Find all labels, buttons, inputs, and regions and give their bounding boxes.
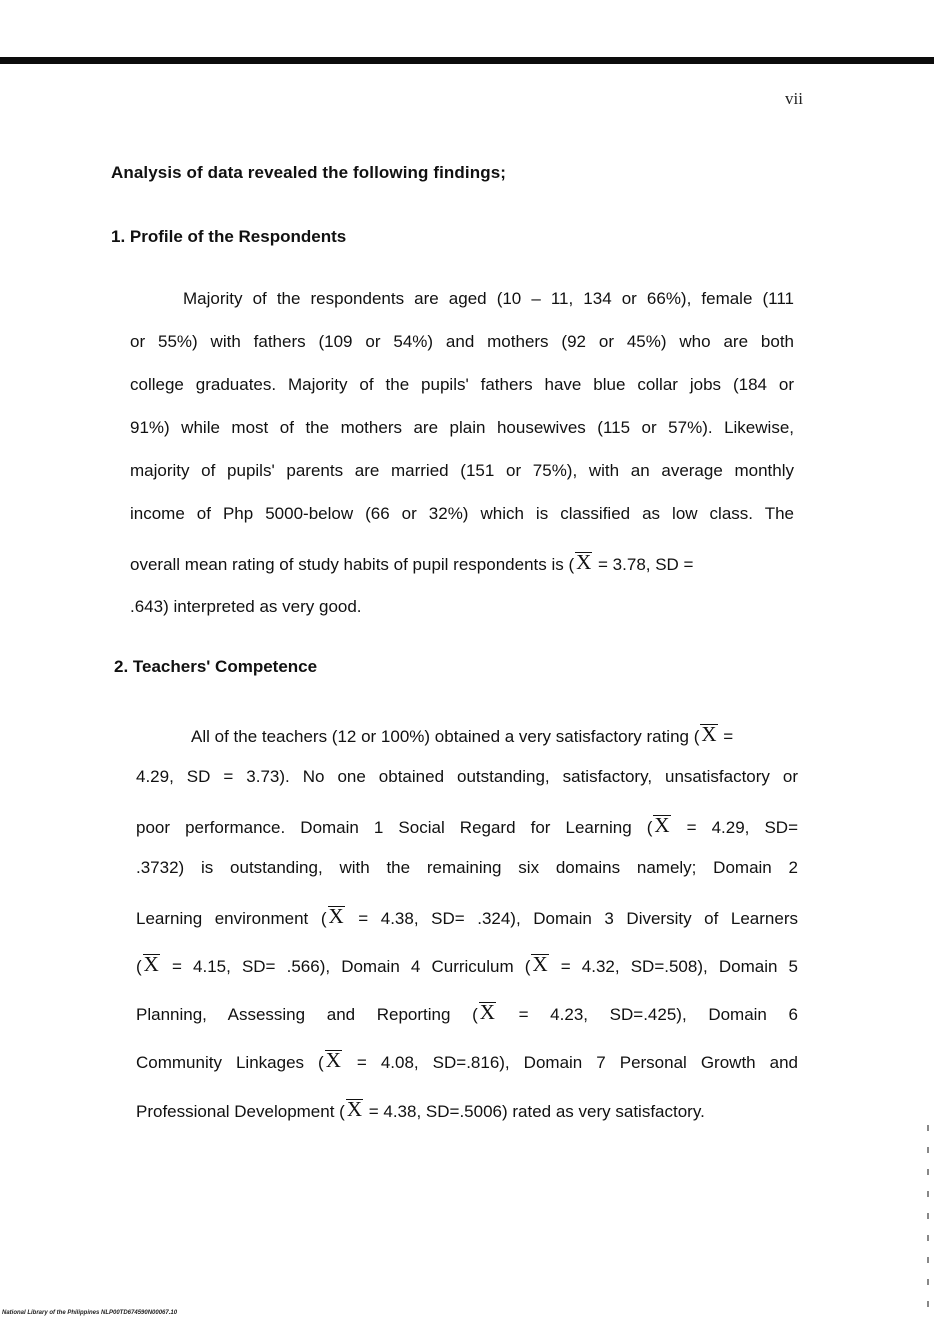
paragraph-line: [136, 1002, 798, 1025]
footer-note: National Library of the Philippines NLP00TD674590N00067.10: [2, 1310, 178, 1316]
paragraph-line: college graduates. Majority of the pupils' fathers have blue collar jobs (184 or: [130, 375, 794, 394]
text-segment: = 4.23, SD=.425), Domain 6: [496, 1005, 798, 1024]
mean-symbol: X: [479, 1000, 495, 1024]
text-segment: Planning, Assessing and Reporting (: [136, 1005, 478, 1024]
text-segment: = 3.78, SD =: [593, 555, 694, 574]
mean-symbol: X: [346, 1097, 362, 1121]
paragraph-line: 4.29, SD = 3.73). No one obtained outstanding, satisfactory, unsatisfactory or: [136, 767, 798, 786]
text-segment: = 4.38, SD=.5006) rated as very satisfactory.: [364, 1102, 705, 1121]
paragraph-line: 91%) while most of the mothers are plain housewives (115 or 57%). Likewise,: [130, 418, 794, 437]
text-segment: Learning environment (: [136, 909, 327, 928]
text-segment: Professional Development (: [136, 1102, 345, 1121]
mean-symbol: X: [701, 722, 717, 746]
text-segment: All of the teachers (12 or 100%) obtained a very satisfactory rating (: [191, 727, 700, 746]
page-number: vii: [785, 89, 803, 108]
section-title-profile: 1. Profile of the Respondents: [111, 227, 347, 246]
mean-symbol: X: [143, 952, 159, 976]
paragraph-line: [136, 1099, 705, 1122]
text-segment: (: [136, 957, 142, 976]
paragraph-line: [130, 552, 794, 575]
scan-edge-mark: [927, 1125, 929, 1315]
paragraph-line: majority of pupils' parents are married (151 or 75%), with an average monthly: [130, 461, 794, 480]
paragraph-line: [136, 1050, 798, 1073]
text-segment: poor performance. Domain 1 Social Regard for Learning (: [136, 818, 653, 837]
mean-symbol: X: [328, 904, 344, 928]
text-segment: = 4.29, SD=: [671, 818, 798, 837]
text-segment: = 4.15, SD= .566), Domain 4 Curriculum (: [160, 957, 531, 976]
mean-symbol: X: [654, 813, 670, 837]
paragraph-line: [136, 906, 798, 929]
mean-symbol: X: [576, 550, 592, 574]
text-segment: = 4.08, SD=.816), Domain 7 Personal Growth and: [342, 1053, 798, 1072]
findings-heading: Analysis of data revealed the following findings;: [111, 163, 507, 182]
mean-symbol: X: [532, 952, 548, 976]
paragraph-line: income of Php 5000-below (66 or 32%) which is classified as low class. The: [130, 504, 794, 523]
paragraph-line: [136, 815, 798, 838]
text-segment: overall mean rating of study habits of pupil respondents is (: [130, 555, 575, 574]
paragraph-line: [136, 954, 798, 977]
paragraph-line: .643) interpreted as very good.: [130, 597, 362, 616]
section-title-competence: 2. Teachers' Competence: [114, 657, 318, 676]
paragraph-line: Majority of the respondents are aged (10 – 11, 134 or 66%), female (111: [183, 289, 794, 308]
top-rule: [0, 57, 934, 64]
text-segment: = 4.32, SD=.508), Domain 5: [549, 957, 798, 976]
text-segment: = 4.38, SD= .324), Domain 3 Diversity of Learners: [345, 909, 798, 928]
paragraph-line: [191, 724, 733, 747]
paragraph-line: .3732) is outstanding, with the remaining six domains namely; Domain 2: [136, 858, 798, 877]
paragraph-line: or 55%) with fathers (109 or 54%) and mothers (92 or 45%) who are both: [130, 332, 794, 351]
text-segment: =: [718, 727, 734, 746]
text-segment: Community Linkages (: [136, 1053, 324, 1072]
mean-symbol: X: [325, 1048, 341, 1072]
